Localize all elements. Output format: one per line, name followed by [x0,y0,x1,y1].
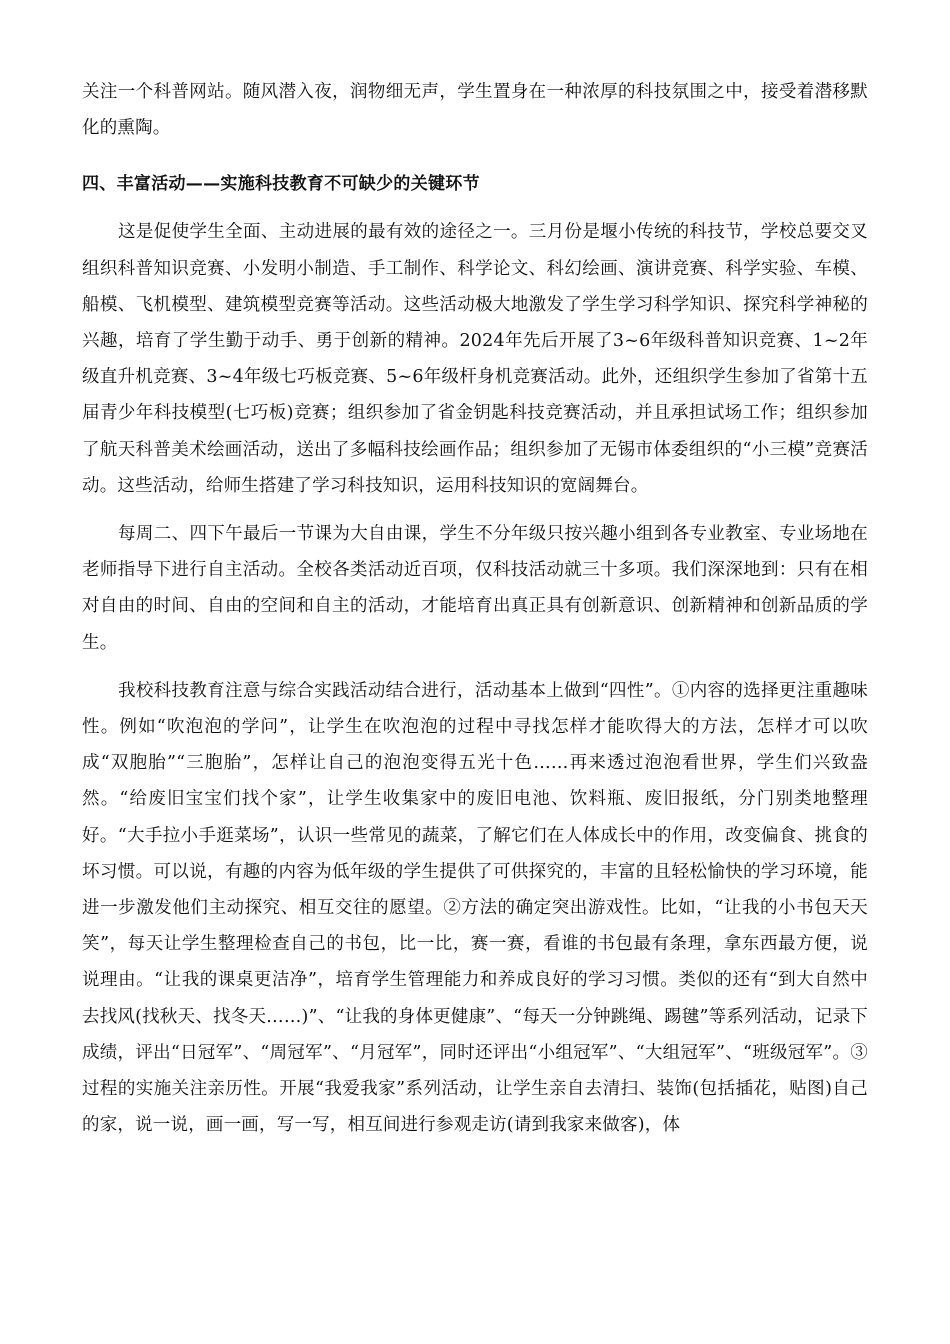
paragraph-activities: 这是促使学生全面、主动进展的最有效的途径之一。三月份是堰小传统的科技节，学校总要交叉组织科普知识竞赛、小发明小制造、手工制作、科学论文、科幻绘画、演讲竞赛、科学实验、车模、船模、飞机模型、建筑模型竞赛等活动。这些活动极大地激发了学生学习科学知识、探究科学神秘的兴趣，培育了学生勤于动手、勇于创新的精神。2024年先后开展了3~6年级科普知识竞赛、1~2年级直升机竞赛、3~4年级七巧板竞赛、5~6年级杆身机竞赛活动。此外，还组织学生参加了省第十五届青少年科技模型(七巧板)竞赛；组织参加了省金钥匙科技竞赛活动，并且承担试场工作；组织参加了航天科普美术绘画活动，送出了多幅科技绘画作品；组织参加了无锡市体委组织的“小三模”竞赛活动。这些活动，给师生搭建了学习科技知识，运用科技知识的宽阔舞台。 [82,222,868,496]
section-heading: 四、丰富活动——实施科技教育不可缺少的关键环节 [82,174,480,195]
intro-paragraph: 关注一个科普网站。随风潜入夜，润物细无声，学生置身在一种浓厚的科技氛围之中，接受着潜移默化的熏陶。 [82,82,868,139]
paragraph-four-characteristics: 我校科技教育注意与综合实践活动结合进行，活动基本上做到“四性”。①内容的选择更注重趣味性。例如“吹泡泡的学问”，让学生在吹泡泡的过程中寻找怎样才能吹得大的方法，怎样才可以吹成“双胞胎”“三胞胎”，怎样让自己的泡泡变得五光十色……再来透过泡泡看世界，学生们兴致盎然。“给废旧宝宝们找个家”，让学生收集家中的废旧电池、饮料瓶、废旧报纸，分门别类地整理好。“大手拉小手逛菜场”，认识一些常见的蔬菜，了解它们在人体成长中的作用，改变偏食、挑食的坏习惯。可以说，有趣的内容为低年级的学生提供了可供探究的，丰富的且轻松愉快的学习环境，能进一步激发他们主动探究、相互交往的愿望。②方法的确定突出游戏性。比如，“让我的小书包天天笑”，每天让学生整理检查自己的书包，比一比，赛一赛，看谁的书包最有条理，拿东西最方便，说说理由。“让我的课桌更洁净”，培育学生管理能力和养成良好的学习习惯。类似的还有“到大自然中去找风(找秋天、找冬天……)”、“让我的身体更健康”、“每天一分钟跳绳、踢毽”等系列活动，记录下成绩，评出“日冠军”、“周冠军”、“月冠军”，同时还评出“小组冠军”、“大组冠军”、“班级冠军”。③过程的实施关注亲历性。开展“我爱我家”系列活动，让学生亲自去清扫、装饰(包括插花，贴图)自己的家，说一说，画一画，写一写，相互间进行参观走访(请到我家来做客)，体 [82,680,868,1136]
paragraph-free-class: 每周二、四下午最后一节课为大自由课，学生不分年级只按兴趣小组到各专业教室、专业场地在老师指导下进行自主活动。全校各类活动近百项，仅科技活动就三十多项。我们深深地到：只有在相对自由的时间、自由的空间和自主的活动，才能培育出真正具有创新意识、创新精神和创新品质的学生。 [82,524,868,653]
